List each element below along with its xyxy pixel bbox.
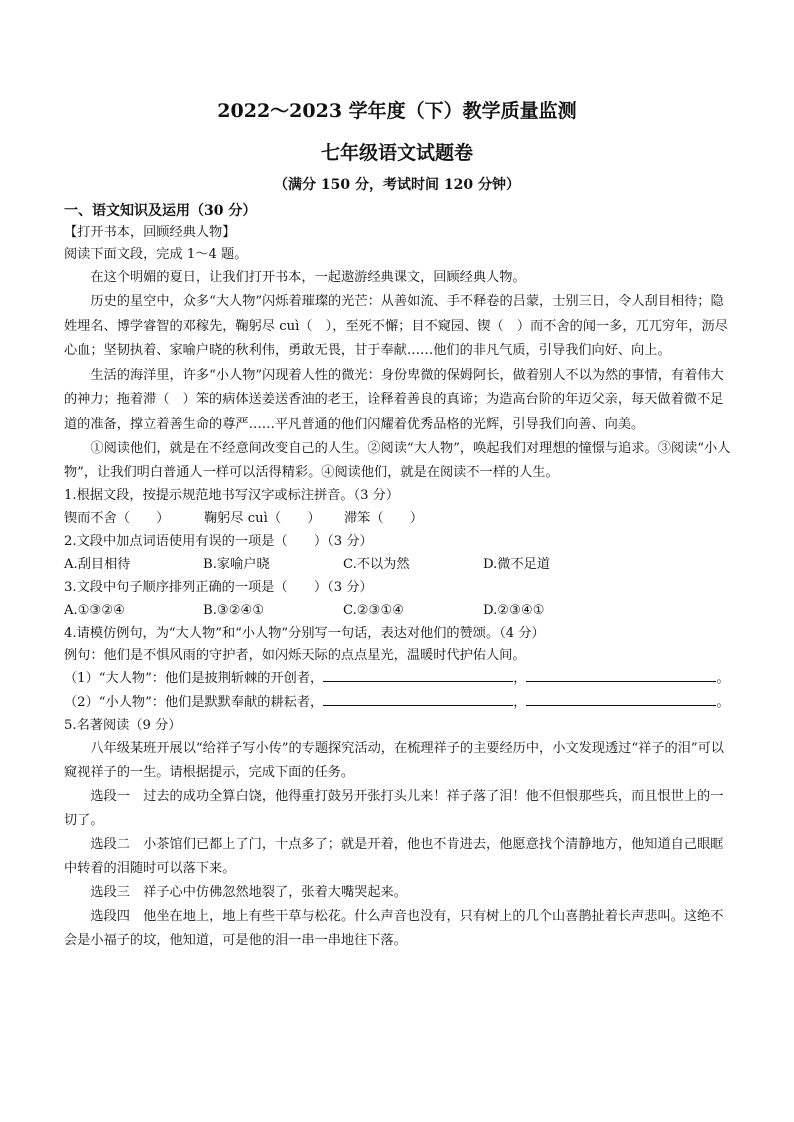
q4-line-1-prompt: （1）“大人物”：他们是披荆斩棘的开创者，: [64, 671, 324, 686]
q1-item-3: 滞笨（ ）: [344, 511, 424, 526]
q4-answer-blank-2a[interactable]: [323, 691, 513, 706]
q3-option-d: D.②③④①: [483, 603, 545, 618]
question-4-line-1: [64, 667, 736, 691]
passage-paragraph-3: 生活的海洋里，许多“小人物”闪现着人性的微光：身份卑微的保姆阿长，做着别人不以为然的事情，有着伟大的神力；拖着滞（ ）笨的病体送姜送香油的老王，诠释着善良的真谛；为造高台阶的年迈父亲，每天做着微不足道的准备，撑立着善生命的尊严……平凡普通的他们闪耀着优秀品格的光辉，引导我们向善、向美。: [64, 367, 724, 432]
excerpt-3: 选段三 祥子心中仿佛忽然地裂了，张着大嘴哭起来。: [90, 885, 407, 900]
question-2-options: [64, 553, 736, 577]
question-1-stem: 1.根据文段，按提示规范地书写汉字或标注拼音。（3 分）: [64, 488, 400, 503]
passage-paragraph-1: 在这个明媚的夏日，让我们打开书本，一起遨游经典课文，回顾经典人物。: [90, 270, 526, 285]
question-1-items: [64, 507, 736, 531]
exam-title: 2022～2023 学年度（下）教学质量监测: [217, 100, 577, 122]
q3-option-a: A.①③②④: [64, 603, 126, 618]
passage-paragraph-4: ①阅读他们，就是在不经意间改变自己的人生。②阅读“大人物”，唤起我们对理想的憧憬与追求。③阅读“小人物”，让我们明白普通人一样可以活得精彩。④阅读他们，就是在阅读不一样的人生。: [64, 441, 731, 480]
q2-option-c: C.不以为然: [343, 557, 410, 572]
q2-option-a: A.刮目相待: [64, 557, 131, 572]
question-3-stem: 3.文段中句子顺序排列正确的一项是（ ）（3 分）: [64, 580, 373, 595]
question-5-stem: 5.名著阅读（9 分）: [64, 718, 182, 733]
q4-answer-blank-1b[interactable]: [526, 667, 716, 682]
excerpt-1: 选段一 过去的成功全算白饶，他得重打鼓另开张打头儿来！祥子落了泪！他不但恨那些兵，而且恨世上的一切了。: [64, 789, 724, 828]
q1-item-1: 锲而不舍（ ）: [64, 511, 170, 526]
q2-option-b: B.家喻户晓: [203, 557, 270, 572]
q4-period-2: 。: [716, 695, 730, 710]
question-4-example: 例句：他们是不惧风雨的守护者，如闪烁天际的点点星光，温暖时代护佑人间。: [64, 648, 526, 663]
q4-answer-blank-2b[interactable]: [526, 691, 716, 706]
section-heading: 一、语文知识及运用（30 分）: [64, 203, 257, 219]
question-4-stem: 4.请模仿例句，为“大人物”和“小人物”分别写一句话，表达对他们的赞颂。（4 分）: [64, 626, 545, 641]
exam-content: [64, 200, 736, 953]
q1-item-2: 鞠躬尽 cuì（ ）: [204, 511, 321, 526]
q4-line-2-prompt: （2）“小人物”：他们是默默奉献的耕耘者，: [64, 695, 324, 710]
excerpt-2: 选段二 小茶馆们已都上了门，十点多了；就是开着，他也不肯进去，他愿意找个清静地方，他知道自己眼眶中转着的泪随时可以落下来。: [64, 837, 724, 876]
exam-subtitle: 七年级语文试题卷: [320, 142, 473, 164]
reading-instruction: 阅读下面文段，完成 1～4 题。: [64, 247, 248, 262]
question-3-options: [64, 599, 736, 623]
q4-comma-1: ，: [513, 671, 527, 686]
question-4-line-2: [64, 691, 736, 715]
passage-paragraph-2: 历史的星空中，众多“大人物”闪烁着璀璨的光芒：从善如流、手不释卷的吕蒙，士别三日，令人刮目相待；隐姓埋名、博学睿智的邓稼先，鞠躬尽 cuì（ ），至死不懈；目不窥园、锲（ ）而不舍的闻一多，兀兀穷年，沥尽心血；坚韧执着、家喻户晓的秋利伟，勇敢无畏，甘于奉献……他们的非凡气质，引导我们向好、向上。: [64, 294, 728, 358]
question-2-stem: 2.文段中加点词语使用有误的一项是（ ）（3 分）: [64, 534, 373, 549]
q4-period-1: 。: [716, 671, 730, 686]
q3-option-b: B.③②④①: [203, 603, 265, 618]
q4-comma-2: ，: [513, 695, 527, 710]
q2-option-d: D.微不足道: [483, 557, 551, 572]
q3-option-c: C.②③①④: [343, 603, 405, 618]
question-5-intro: 八年级某班开展以“给祥子写小传”的专题探究活动，在梳理祥子的主要经历中，小文发现透过“祥子的泪”可以窥视祥子的一生。请根据提示，完成下面的任务。: [64, 741, 724, 780]
excerpt-4: 选段四 他坐在地上，地上有些干草与松花。什么声音也没有，只有树上的几个山喜鹊扯着长声悲叫。这绝不会是小福子的坟，他知道，可是他的泪一串一串地往下落。: [64, 909, 724, 948]
exam-note: （满分 150 分，考试时间 120 分钟）: [274, 177, 520, 193]
section-theme: 【打开书本，回顾经典人物】: [64, 225, 236, 240]
q4-answer-blank-1a[interactable]: [323, 667, 513, 682]
